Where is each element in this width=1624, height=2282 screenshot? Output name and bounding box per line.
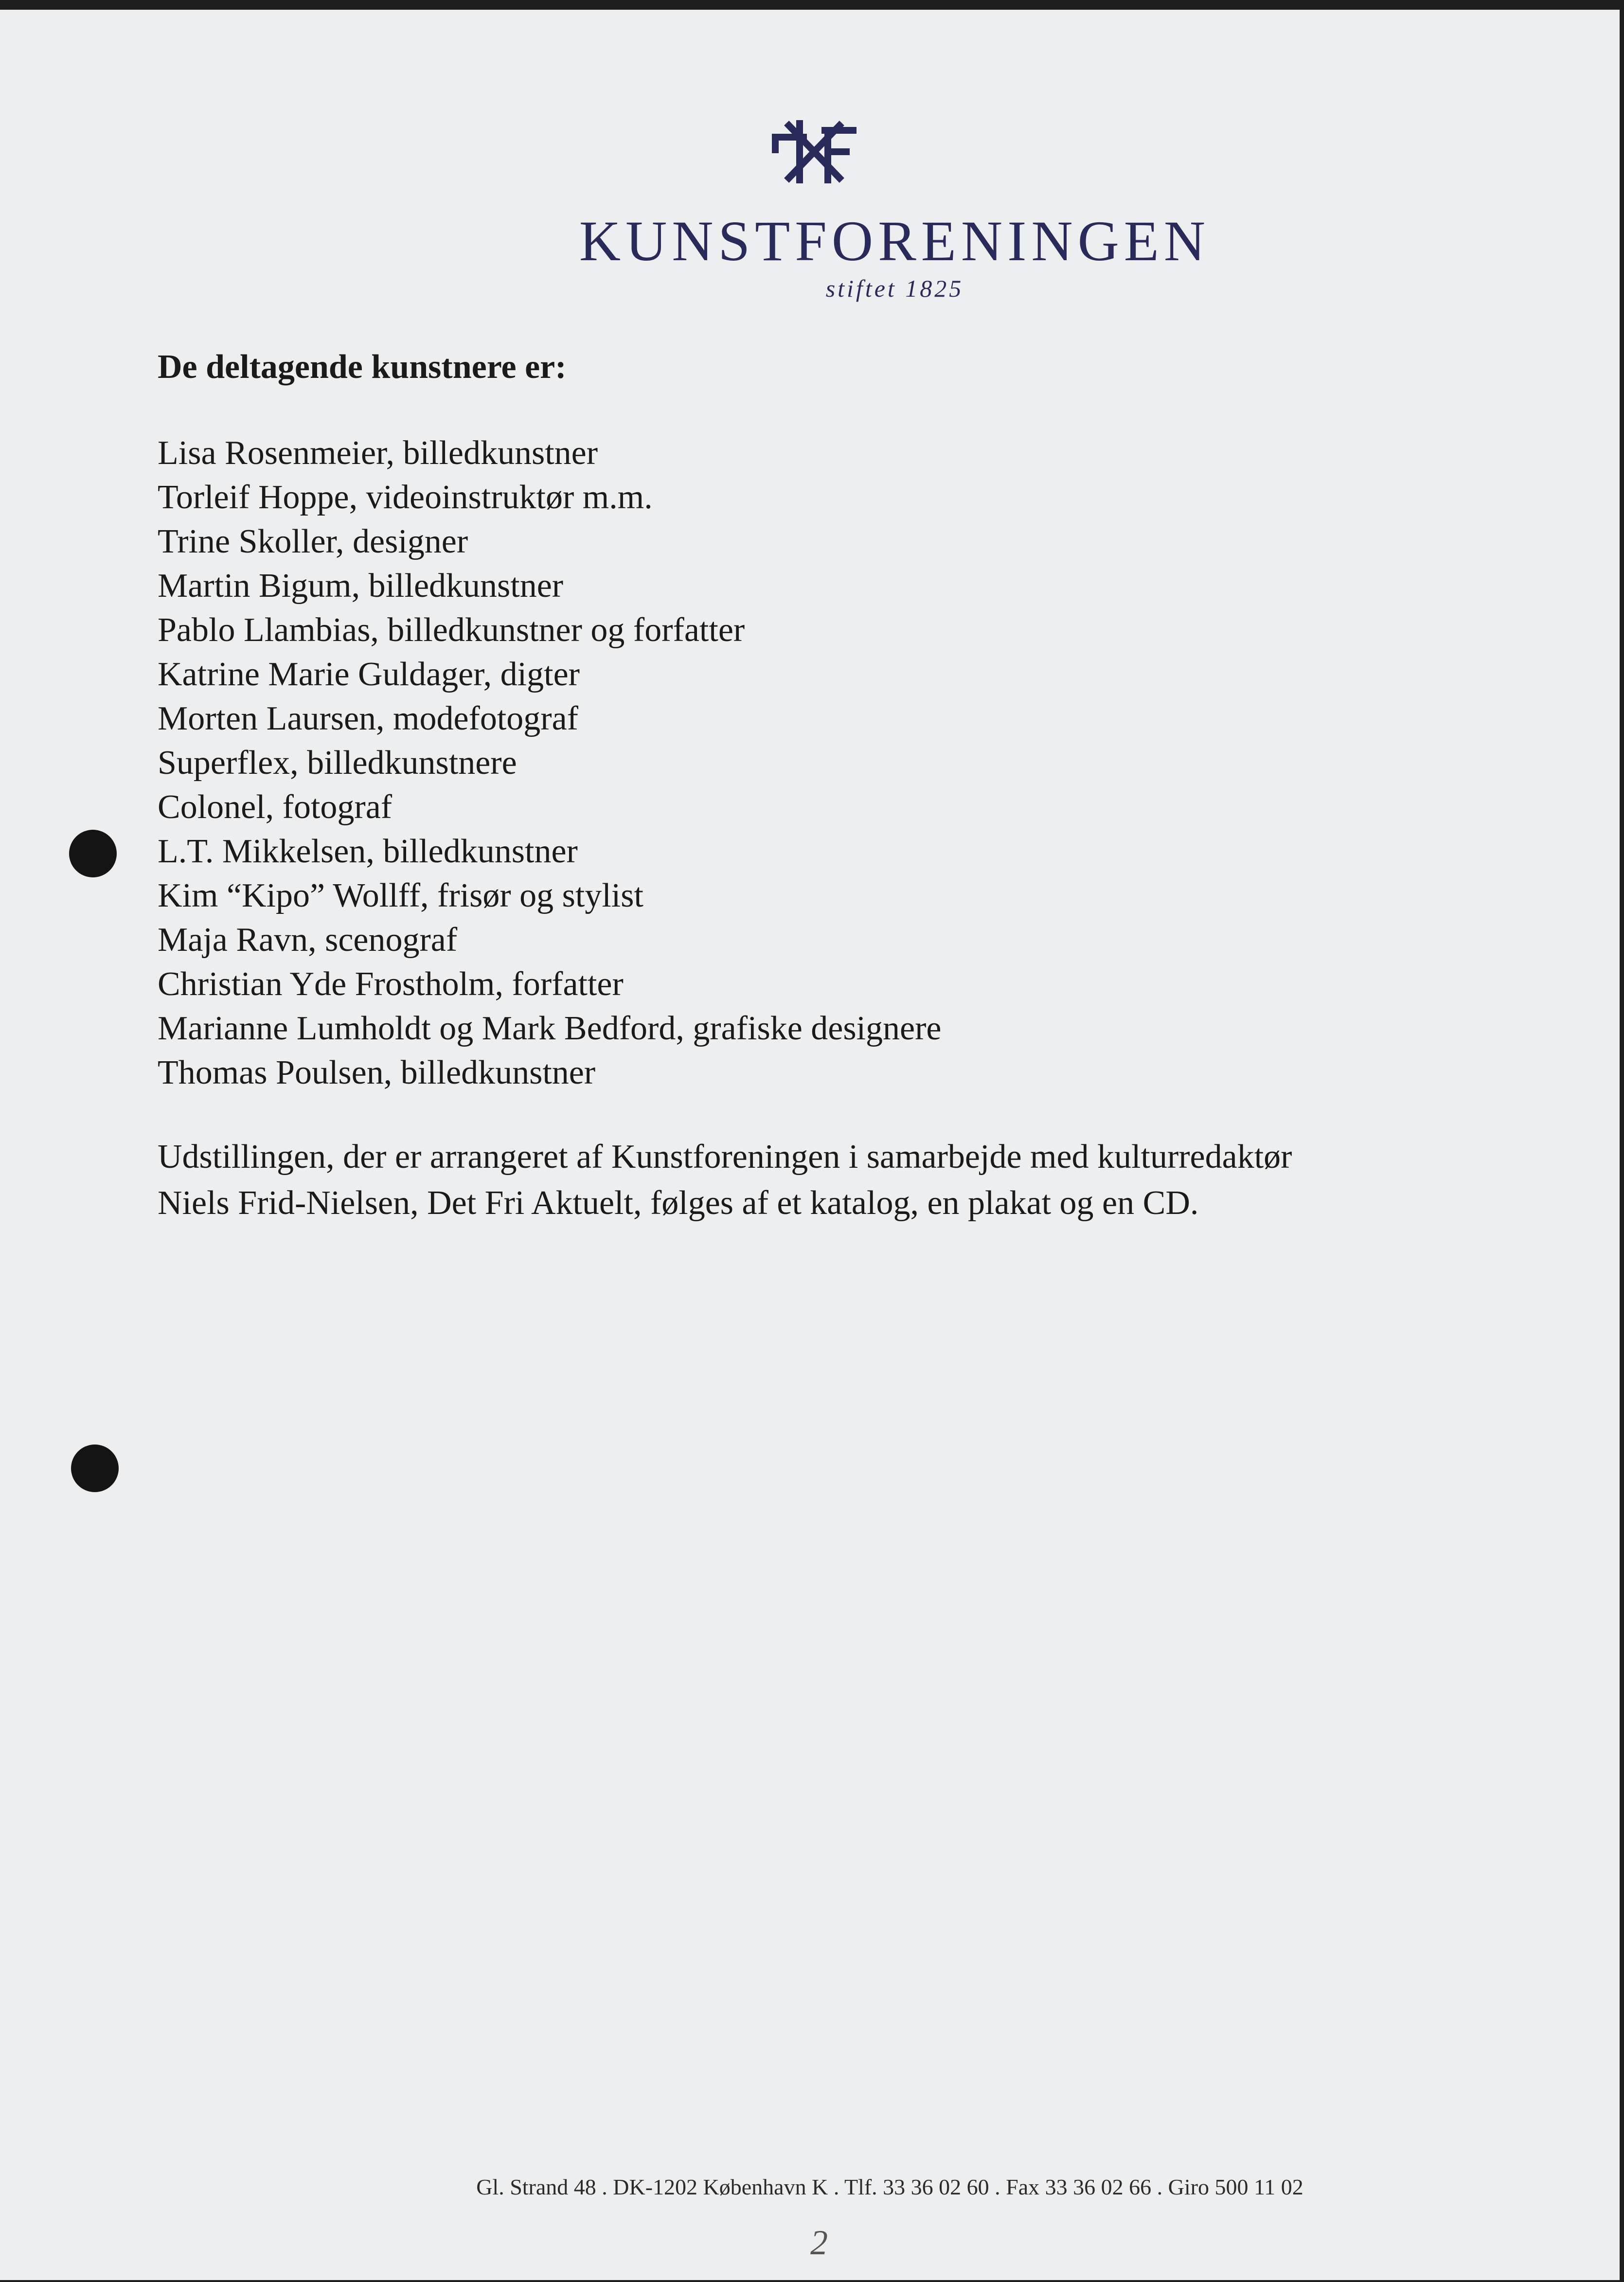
- exhibition-paragraph: [158, 1134, 1471, 1226]
- page-number: 2: [810, 2223, 828, 2262]
- letter-body: [158, 340, 1471, 1226]
- artist-item: Thomas Poulsen, billedkunstner: [158, 1054, 596, 1091]
- artist-item: Marianne Lumholdt og Mark Bedford, grafiske designere: [158, 1010, 942, 1047]
- brand-name: KUNSTFORENINGEN: [579, 209, 1211, 273]
- footer-address: Gl. Strand 48 . DK-1202 København K . Tlf. 33 36 02 60 . Fax 33 36 02 66 . Giro 500 11 02: [476, 2175, 1303, 2199]
- document-page: [0, 10, 1620, 2280]
- artist-item: L.T. Mikkelsen, billedkunstner: [158, 833, 578, 870]
- paragraph-line: Niels Frid-Nielsen, Det Fri Aktuelt, følges af et katalog, en plakat og en CD.: [158, 1184, 1199, 1222]
- artist-item: Maja Ravn, scenograf: [158, 921, 458, 959]
- artist-item: Kim “Kipo” Wollff, frisør og stylist: [158, 877, 643, 914]
- paragraph-line: Udstillingen, der er arrangeret af Kunstforeningen i samarbejde med kulturredaktør: [158, 1138, 1292, 1176]
- artist-item: Superflex, billedkunstnere: [158, 744, 517, 782]
- artist-item: Colonel, fotograf: [158, 788, 393, 826]
- punch-hole-top: [69, 830, 117, 877]
- artist-list: [158, 431, 1471, 1095]
- artists-heading: De deltagende kunstnere er:: [158, 348, 567, 386]
- artist-item: Lisa Rosenmeier, billedkunstner: [158, 434, 598, 472]
- brand-tagline: stiftet 1825: [825, 275, 964, 302]
- artist-item: Katrine Marie Guldager, digter: [158, 656, 580, 693]
- artist-item: Torleif Hoppe, videoinstruktør m.m.: [158, 479, 653, 516]
- artist-item: Morten Laursen, modefotograf: [158, 700, 578, 737]
- punch-hole-bottom: [71, 1444, 119, 1492]
- artist-item: Christian Yde Frostholm, forfatter: [158, 965, 624, 1003]
- artist-item: Trine Skoller, designer: [158, 523, 468, 560]
- artist-item: Martin Bigum, billedkunstner: [158, 567, 564, 605]
- kf-monogram-logo: [769, 116, 859, 188]
- artist-item: Pablo Llambias, billedkunstner og forfatter: [158, 611, 745, 649]
